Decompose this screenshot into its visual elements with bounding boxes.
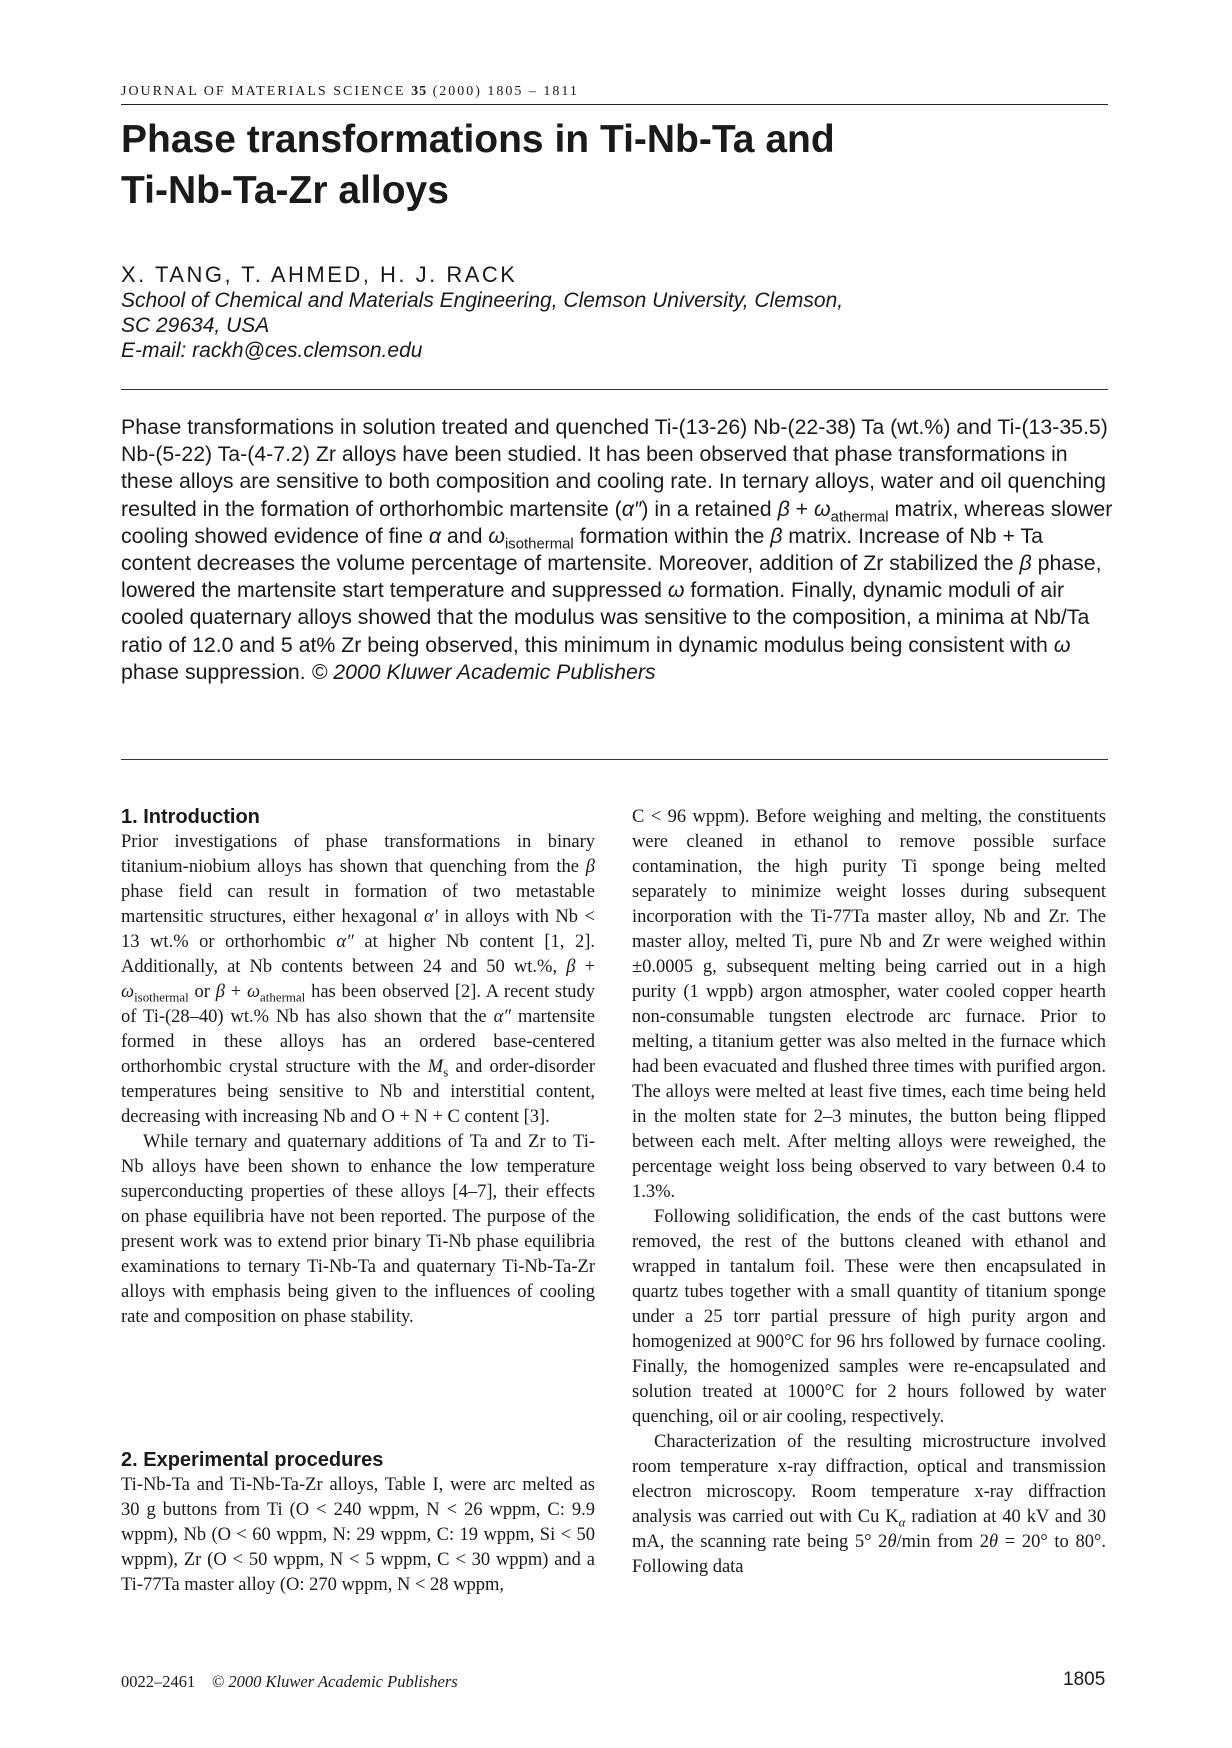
affiliation — [121, 288, 1021, 363]
journal-year-pages: (2000) 1805 – 1811 — [432, 84, 579, 99]
running-head — [121, 84, 579, 100]
authors: X. TANG, T. AHMED, H. J. RACK — [121, 262, 518, 287]
affiliation-line-1: School of Chemical and Materials Engineering, Clemson University, Clemson, — [121, 289, 844, 312]
footer-issn-copyright — [121, 1672, 458, 1692]
right-column — [632, 805, 1106, 1580]
footer-copyright: © 2000 Kluwer Academic Publishers — [211, 1672, 458, 1691]
affiliation-line-2: SC 29634, USA — [121, 314, 270, 337]
journal-name: JOURNAL OF MATERIALS SCIENCE — [121, 84, 406, 99]
section-heading-introduction: 1. Introduction — [121, 806, 260, 828]
left-column — [121, 805, 595, 1330]
right-paragraph-3: Characterization of the resulting microstructure involved room temperature x-ray diffraction, optical and transmission electron microscopy. Room temperature x-ray diffraction analysis was carried out with Cu $K_\alpha$ radiation at 40 kV and 30 mA, the scanning rate being 5° 2θ/min from 2θ = 20° to 80°. Following data — [632, 1432, 1106, 1577]
abstract-copyright: © 2000 Kluwer Academic Publishers — [311, 659, 656, 684]
header-rule — [121, 104, 1108, 105]
title-line-1: Phase transformations in Ti-Nb-Ta and — [121, 118, 835, 161]
abstract-top-rule — [121, 389, 1108, 390]
footer-issn: 0022–2461 — [121, 1672, 196, 1691]
title-line-2: Ti-Nb-Ta-Zr alloys — [121, 169, 449, 212]
section-heading-experimental: 2. Experimental procedures — [121, 1449, 384, 1471]
intro-paragraph-1: Prior investigations of phase transformations in binary titanium-niobium alloys has shown that quenching from the β phase field can result in formation of two metastable martensitic structures, either hexagonal α′ in alloys with Nb < 13 wt.% or orthorhombic α″ at higher Nb content [1, 2]. Additionally, at Nb contents between 24 and 50 wt.%, $\beta + \omega_{isothermal}$ or $\beta + \omega_{athermal}$ has been observed [2]. A recent study of Ti-(28–40) wt.% Nb has also shown that the α″ martensite formed in these alloys has an ordered base-centered orthorhombic crystal structure with the $M_s$ and order-disorder temperatures being sensitive to Nb and interstitial content, decreasing with increasing Nb and O + N + C content [3]. — [121, 832, 596, 1127]
page-number: 1805 — [1063, 1669, 1106, 1690]
left-column-experimental — [121, 1448, 595, 1598]
journal-volume: 35 — [411, 84, 428, 99]
intro-paragraph-2: While ternary and quaternary additions of Ta and Zr to Ti-Nb alloys have been shown to enhance the low temperature superconducting properties of these alloys [4–7], their effects on phase equilibria have not been reported. The purpose of the present work was to extend prior binary Ti-Nb phase equilibria examinations to ternary Ti-Nb-Ta and quaternary Ti-Nb-Ta-Zr alloys with emphasis being given to the influences of cooling rate and composition on phase stability. — [121, 1132, 595, 1327]
right-paragraph-2: Following solidification, the ends of the cast buttons were removed, the rest of the buttons cleaned with ethanol and wrapped in tantalum foil. These were then encapsulated in quartz tubes together with a small quantity of titanium sponge under a 25 torr partial pressure of high purity argon and homogenized at 900°C for 96 hrs followed by furnace cooling. Finally, the homogenized samples were re-encapsulated and solution treated at 1000°C for 2 hours followed by water quenching, oil or air cooling, respectively. — [632, 1207, 1106, 1427]
experimental-paragraph-1: Ti-Nb-Ta and Ti-Nb-Ta-Zr alloys, Table I, were arc melted as 30 g buttons from Ti (O < 240 wppm, N < 26 wppm, C: 9.9 wppm), Nb (O < 60 wppm, N: 29 wppm, C: 19 wppm, Si < 50 wppm), Zr (O < 50 wppm, N < 5 wppm, C < 30 wppm) and a Ti-77Ta master alloy (O: 270 wppm, N < 28 wppm, — [121, 1475, 595, 1595]
abstract: Phase transformations in solution treated and quenched Ti-(13-26) Nb-(22-38) Ta (wt.%) and Ti-(13-35.5) Nb-(5-22) Ta-(4-7.2) Zr alloys have been studied. It has been observed that phase transformations in these alloys are sensitive to both composition and cooling rate. In ternary alloys, water and oil quenching resulted in the formation of orthorhombic martensite (α″) in a retained $\beta + \omega_{athermal}$ matrix, whereas slower cooling showed evidence of fine α and $\omega_{isothermal}$ formation within the β matrix. Increase of Nb + Ta content decreases the volume percentage of martensite. Moreover, addition of Zr stabilized the β phase, lowered the martensite start temperature and suppressed ω formation. Finally, dynamic moduli of air cooled quaternary alloys showed that the modulus was sensitive to the composition, a minima at Nb/Ta ratio of 12.0 and 5 at% Zr being observed, this minimum in dynamic modulus being consistent with ω phase suppression. © 2000 Kluwer Academic Publishers — [121, 415, 1113, 684]
author-email: E-mail: rackh@ces.clemson.edu — [121, 339, 423, 362]
paper-title — [121, 114, 1021, 216]
right-paragraph-1: C < 96 wppm). Before weighing and melting, the constituents were cleaned in ethanol to remove possible surface contamination, the high purity Ti sponge being melted separately to minimize weight losses during subsequent incorporation with the Ti-77Ta master alloy, Nb and Zr. The master alloy, melted Ti, pure Nb and Zr were weighed within ±0.0005 g, subsequent melting being carried out in a high purity (1 wppb) argon atmospher, water cooled copper hearth non-consumable tungsten electrode arc furnace. Prior to melting, a titanium getter was also melted in the furnace which had been evacuated and flushed three times with purified argon. The alloys were melted at least five times, each time being held in the molten state for 2–3 minutes, the button being flipped between each melt. After melting alloys were reweighed, the percentage weight loss being observed to vary between 0.4 to 1.3%. — [632, 807, 1106, 1202]
abstract-bottom-rule — [121, 759, 1108, 760]
